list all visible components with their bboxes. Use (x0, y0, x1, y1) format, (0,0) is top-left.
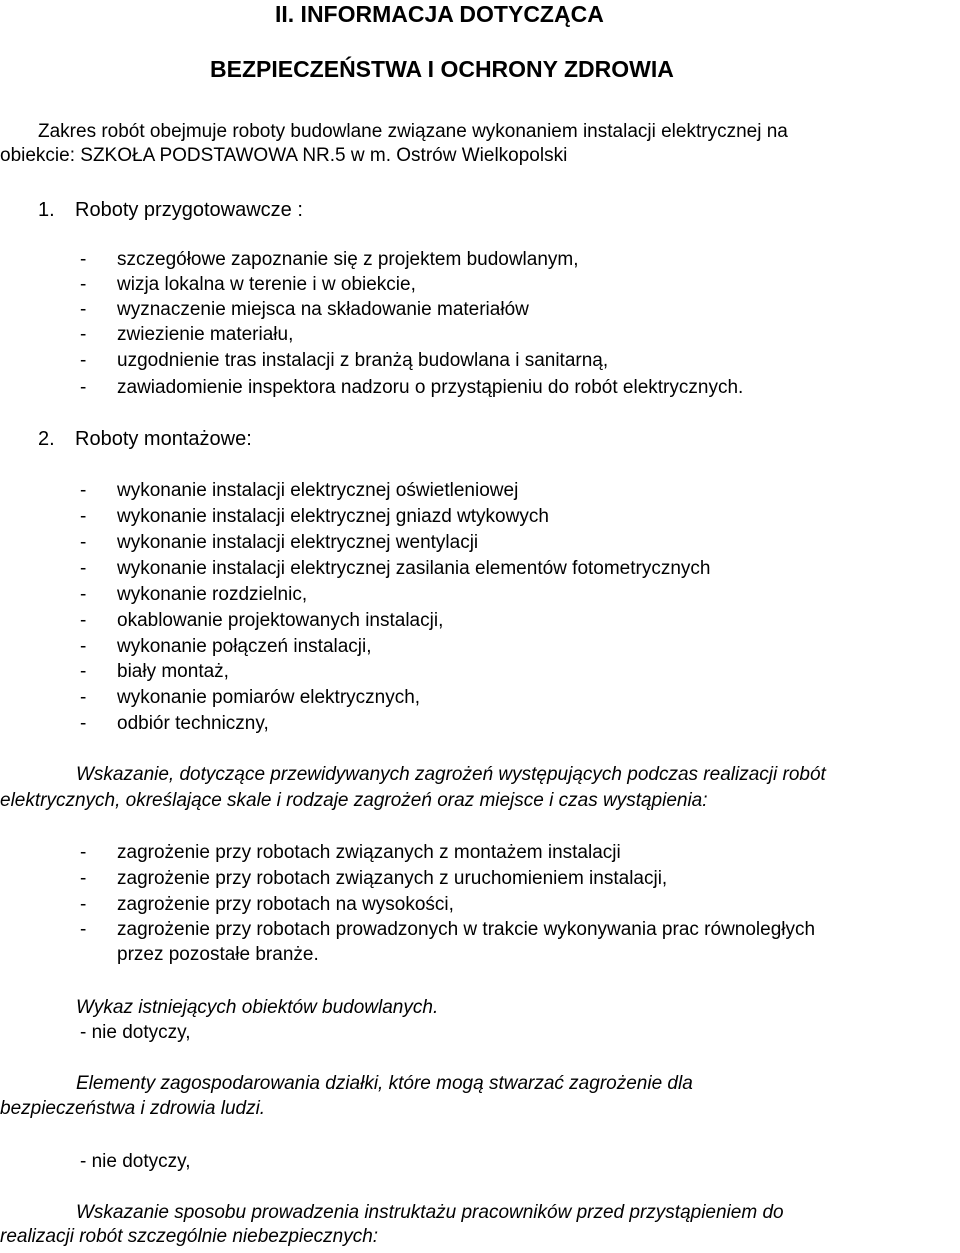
list-dash: - (80, 506, 87, 527)
instruction-line2: realizacji robót szczególnie niebezpiecznych: (0, 1226, 379, 1247)
list-item: biały montaż, (117, 661, 229, 682)
list-item: okablowanie projektowanych instalacji, (117, 610, 444, 631)
list-dash: - (80, 636, 87, 657)
list-dash: - (80, 299, 87, 320)
section1-heading: Roboty przygotowawcze : (75, 199, 303, 221)
list-item: wykonanie instalacji elektrycznej wentylacji (117, 532, 479, 553)
list-item: zagrożenie przy robotach na wysokości, (117, 894, 454, 915)
list-dash: - (80, 274, 87, 295)
intro-line2: obiekcie: SZKOŁA PODSTAWOWA NR.5 w m. Ostrów Wielkopolski (0, 145, 568, 166)
section2-number: 2. (38, 428, 55, 450)
list-item: wykonanie pomiarów elektrycznych, (117, 687, 421, 708)
list-item: zagrożenie przy robotach związanych z montażem instalacji (117, 842, 621, 863)
section2-heading: Roboty montażowe: (75, 428, 252, 450)
list-dash: - (80, 532, 87, 553)
list-item: zwiezienie materiału, (117, 324, 294, 345)
list-dash: - (80, 894, 87, 915)
list-item: wykonanie instalacji elektrycznej zasilania elementów fotometrycznych (117, 558, 711, 579)
list-dash: - (80, 324, 87, 345)
document-title-line1: II. INFORMACJA DOTYCZĄCA (275, 1, 604, 27)
list-dash: - (80, 480, 87, 501)
list-item: wizja lokalna w terenie i w obiekcie, (117, 274, 416, 295)
list-item: wykonanie instalacji elektrycznej oświetleniowej (117, 480, 519, 501)
list-dash: - (80, 919, 87, 940)
list-item: wykonanie połączeń instalacji, (117, 636, 372, 657)
list-dash: - (80, 350, 87, 371)
list-dash: - (80, 610, 87, 631)
elements-heading-line1: Elementy zagospodarowania działki, które mogą stwarzać zagrożenie dla (76, 1073, 693, 1094)
list-item: wyznaczenie miejsca na składowanie materiałów (117, 299, 529, 320)
list-item: zagrożenie przy robotach prowadzonych w trakcie wykonywania prac równoległych (117, 919, 816, 940)
list-dash: - (80, 584, 87, 605)
elements-heading-line2: bezpieczeństwa i zdrowia ludzi. (0, 1098, 266, 1119)
existing-heading: Wykaz istniejących obiektów budowlanych. (76, 997, 439, 1018)
list-dash: - (80, 868, 87, 889)
existing-value: - nie dotyczy, (80, 1022, 191, 1043)
list-dash: - (80, 842, 87, 863)
list-dash: - (80, 687, 87, 708)
section1-number: 1. (38, 199, 55, 221)
list-dash: - (80, 661, 87, 682)
intro-line1: Zakres robót obejmuje roboty budowlane związane wykonaniem instalacji elektrycznej na (38, 121, 788, 142)
list-item: uzgodnienie tras instalacji z branżą budowlana i sanitarną, (117, 350, 609, 371)
list-item: zawiadomienie inspektora nadzoru o przystąpieniu do robót elektrycznych. (117, 377, 744, 398)
list-dash: - (80, 377, 87, 398)
elements-value: - nie dotyczy, (80, 1151, 191, 1172)
list-item: wykonanie instalacji elektrycznej gniazd wtykowych (117, 506, 549, 527)
list-item: zagrożenie przy robotach związanych z uruchomieniem instalacji, (117, 868, 668, 889)
instruction-line1: Wskazanie sposobu prowadzenia instruktażu pracowników przed przystąpieniem do (76, 1202, 784, 1223)
list-dash: - (80, 713, 87, 734)
list-dash: - (80, 558, 87, 579)
list-item-continuation: przez pozostałe branże. (117, 944, 319, 965)
list-dash: - (80, 249, 87, 270)
hazards-intro-line1: Wskazanie, dotyczące przewidywanych zagrożeń występujących podczas realizacji robót (76, 764, 826, 785)
list-item: wykonanie rozdzielnic, (117, 584, 308, 605)
list-item: szczegółowe zapoznanie się z projektem budowlanym, (117, 249, 579, 270)
list-item: odbiór techniczny, (117, 713, 269, 734)
hazards-intro-line2: elektrycznych, określające skale i rodzaje zagrożeń oraz miejsce i czas wystąpienia: (0, 790, 708, 811)
document-title-line2: BEZPIECZEŃSTWA I OCHRONY ZDROWIA (210, 56, 674, 82)
